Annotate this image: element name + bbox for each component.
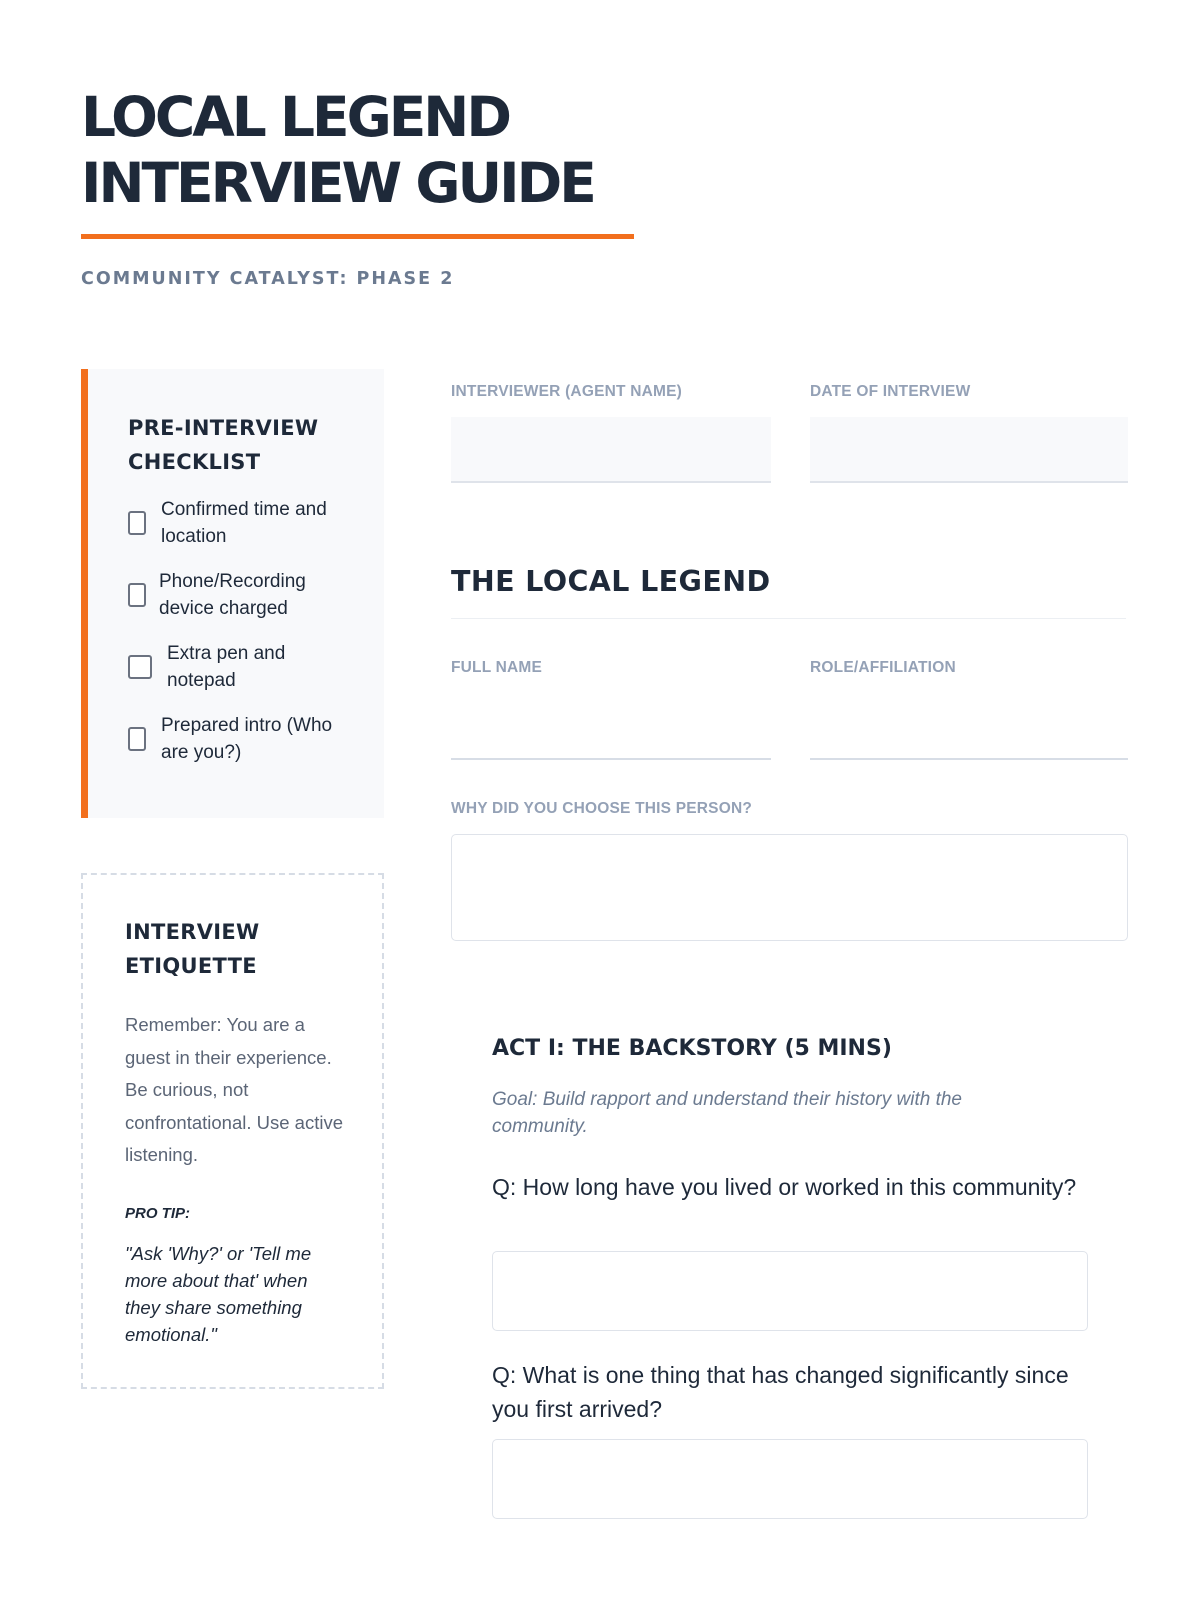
interviewer-input[interactable] (451, 417, 771, 483)
pre-interview-checklist (81, 369, 384, 818)
etiquette-body: Remember: You are a guest in their experience. Be curious, not confrontational. Use active listening. (125, 1014, 344, 1165)
question-1: Q: How long have you lived or worked in this community? (492, 1174, 1077, 1200)
act1-goal: Goal: Build rapport and understand their history with the community. (492, 1089, 962, 1137)
checklist-item[interactable] (128, 496, 351, 550)
checkbox-icon[interactable] (128, 511, 146, 535)
full-name-input[interactable] (451, 700, 771, 760)
role-input[interactable] (810, 700, 1128, 760)
act1-title: ACT I: THE BACKSTORY (5 MINS) (492, 1036, 892, 1061)
checklist-item[interactable] (128, 568, 329, 622)
document-header (81, 84, 634, 289)
answer-2-textarea[interactable] (492, 1439, 1088, 1519)
interviewer-label: INTERVIEWER (AGENT NAME) (451, 383, 682, 400)
legend-section-title: THE LOCAL LEGEND (451, 565, 771, 598)
etiquette-title: INTERVIEW ETIQUETTE (125, 920, 260, 978)
checklist-item-label: Prepared intro (Who are you?) (161, 715, 333, 763)
title-underline (81, 234, 634, 239)
date-label: DATE OF INTERVIEW (810, 383, 971, 400)
interview-etiquette-box (81, 873, 384, 1389)
why-label: WHY DID YOU CHOOSE THIS PERSON? (451, 800, 753, 817)
full-name-label: FULL NAME (451, 659, 543, 676)
title-line-2: INTERVIEW GUIDE (81, 151, 594, 215)
checklist-item-label: Confirmed time and location (161, 499, 327, 547)
checklist-title: PRE-INTERVIEW CHECKLIST (128, 416, 319, 474)
checklist-item-label: Extra pen and notepad (167, 643, 286, 691)
protip-text: "Ask 'Why?' or 'Tell me more about that' when they share something emotional." (125, 1243, 312, 1345)
document-title (81, 84, 634, 216)
date-input[interactable] (810, 417, 1128, 483)
checkbox-icon[interactable] (128, 727, 146, 751)
answer-1-textarea[interactable] (492, 1251, 1088, 1331)
section-divider (451, 618, 1126, 619)
role-label: ROLE/AFFILIATION (810, 659, 956, 676)
checklist-item-label: Phone/Recording device charged (159, 571, 306, 619)
checkbox-icon[interactable] (128, 655, 152, 679)
why-textarea[interactable] (451, 834, 1128, 941)
checklist-item[interactable] (128, 640, 307, 694)
title-line-1: LOCAL LEGEND (81, 85, 509, 149)
question-2: Q: What is one thing that has changed significantly since you first arrived? (492, 1362, 1069, 1422)
document-subtitle: COMMUNITY CATALYST: PHASE 2 (81, 269, 455, 289)
protip-label: PRO TIP: (125, 1205, 191, 1222)
checkbox-icon[interactable] (128, 583, 146, 607)
checklist-item[interactable] (128, 712, 351, 766)
